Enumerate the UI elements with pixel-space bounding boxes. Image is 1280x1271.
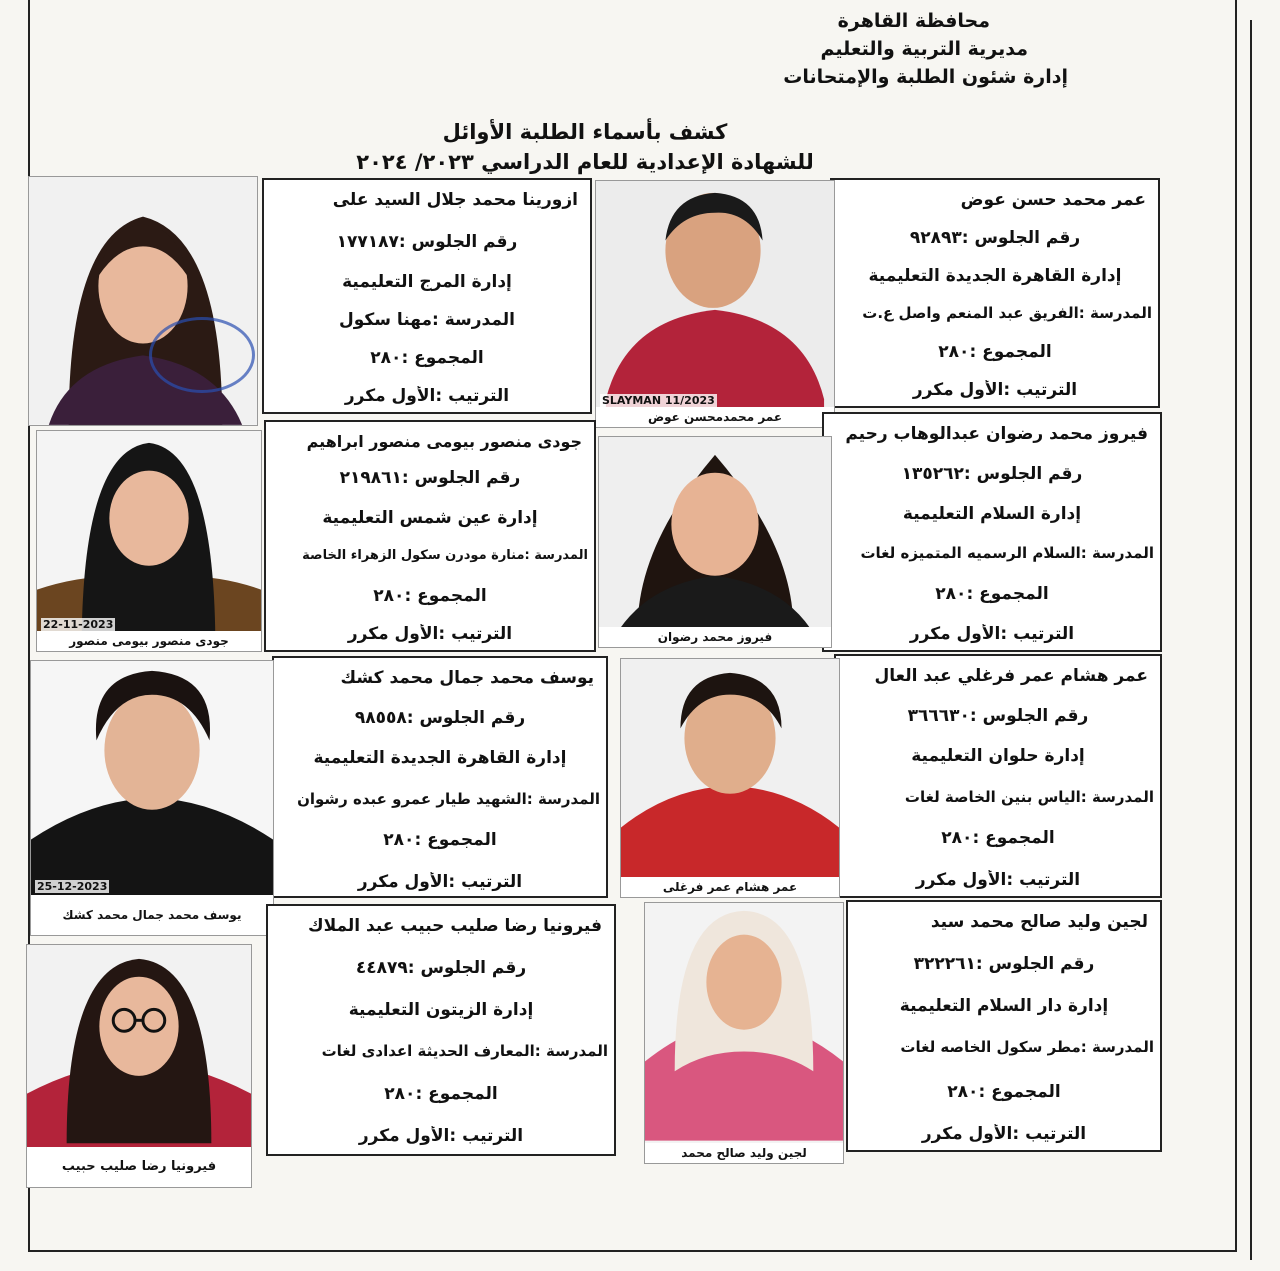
rank-line: الترتيب :الأول مكرر [915, 870, 1081, 890]
school-line: المدرسة :السلام الرسميه المتميزه لغات [860, 544, 1154, 562]
total-line: المجموع :٢٨٠ [947, 1082, 1061, 1102]
student-name: ازورينا محمد جلال السيد على [332, 190, 578, 210]
rank-line: الترتيب :الأول مكرر [344, 386, 510, 406]
school-line: المدرسة :الشهيد طيار عمرو عبده رشوان [297, 790, 600, 808]
rank-line: الترتيب :الأول مكرر [921, 1124, 1087, 1144]
seat-number: ٢١٩٨٦١ [339, 468, 402, 488]
photo-caption: يوسف محمد جمال محمد كشك [31, 895, 273, 935]
student-name: فيرونيا رضا صليب حبيب عبد الملاك [307, 916, 602, 936]
admin-name: إدارة السلام التعليمية [902, 504, 1082, 524]
photo-caption: فيروز محمد رضوان [599, 627, 831, 647]
seat-number-line: رقم الجلوس :٢١٩٨٦١ [339, 468, 521, 488]
total-line: المجموع :٢٨٠ [384, 1084, 498, 1104]
rank-line: الترتيب :الأول مكرر [358, 1126, 524, 1146]
student-photo [595, 180, 835, 428]
school-name: السلام الرسميه المتميزه لغات [860, 544, 1081, 562]
student-card [822, 412, 1162, 652]
seat-number: ٤٤٨٧٩ [355, 958, 408, 978]
total-score: ٢٨٠ [947, 1082, 979, 1102]
total-score: ٢٨٠ [938, 342, 970, 362]
photo-caption: عمر هشام عمر فرغلى [621, 877, 839, 897]
student-card [266, 904, 616, 1156]
rank-value: الأول مكرر [921, 1124, 1013, 1144]
seat-number-line: رقم الجلوس :٣٢٢٢٦١ [913, 954, 1095, 974]
admin-name: إدارة عين شمس التعليمية [322, 508, 538, 528]
student-name: لجين وليد صالح محمد سيد [930, 912, 1148, 932]
student-card [272, 656, 608, 898]
rank-value: الأول مكرر [357, 872, 449, 892]
total-score: ٢٨٠ [370, 348, 402, 368]
seat-number-line: رقم الجلوس :٤٤٨٧٩ [355, 958, 527, 978]
student-card [846, 900, 1162, 1152]
school-name: منارة مودرن سكول الزهراء الخاصة [302, 548, 525, 563]
rank-value: الأول مكرر [347, 624, 439, 644]
school-line: المدرسة :مهنا سكول [339, 310, 515, 330]
total-score: ٢٨٠ [935, 584, 967, 604]
rank-line: الترتيب :الأول مكرر [912, 380, 1078, 400]
document-title: كشف بأسماء الطلبة الأوائل [442, 120, 728, 144]
student-portrait-image [599, 437, 831, 647]
rank-value: الأول مكرر [344, 386, 436, 406]
student-photo [598, 436, 832, 648]
rank-value: الأول مكرر [912, 380, 1004, 400]
admin-name: إدارة المرج التعليمية [342, 272, 512, 292]
rank-value: الأول مكرر [915, 870, 1007, 890]
rank-value: الأول مكرر [909, 624, 1001, 644]
student-photo [644, 902, 844, 1164]
document-subtitle: للشهادة الإعدادية للعام الدراسي ٢٠٢٣/ ٢٠٢٤ [356, 150, 814, 174]
school-name: الشهيد طيار عمرو عبده رشوان [297, 790, 527, 808]
total-line: المجموع :٢٨٠ [383, 830, 497, 850]
total-score: ٢٨٠ [941, 828, 973, 848]
seat-number: ٩٢٨٩٣ [909, 228, 962, 248]
photo-caption: عمر محمدمحسن عوض [596, 407, 834, 427]
rank-line: الترتيب :الأول مكرر [357, 872, 523, 892]
seat-number-line: رقم الجلوس :٩٨٥٥٨ [354, 708, 526, 728]
seat-number: ١٧٧١٨٧ [336, 232, 399, 252]
seat-number: ٣٢٢٢٦١ [913, 954, 976, 974]
school-name: الفريق عبد المنعم واصل ع.ت [862, 304, 1079, 322]
school-line: المدرسة :المعارف الحديثة اعدادى لغات [321, 1042, 608, 1060]
total-line: المجموع :٢٨٠ [941, 828, 1055, 848]
photo-date: SLAYMAN 11/2023 [602, 394, 715, 407]
school-name: مهنا سكول [339, 310, 433, 330]
department-heading: إدارة شئون الطلبة والإمتحانات [783, 66, 1068, 88]
school-name: مطر سكول الخاصه لغات [900, 1038, 1081, 1056]
total-line: المجموع :٢٨٠ [370, 348, 484, 368]
school-line: المدرسة :الياس بنين الخاصة لغات [904, 788, 1154, 806]
total-line: المجموع :٢٨٠ [373, 586, 487, 606]
seat-number-line: رقم الجلوس :٣٦٦٦٣٠ [907, 706, 1089, 726]
school-name: الياس بنين الخاصة لغات [904, 788, 1081, 806]
seat-number-line: رقم الجلوس :١٣٥٢٦٢ [901, 464, 1083, 484]
photo-date: 25-12-2023 [37, 880, 108, 893]
photo-caption: فيرونيا رضا صليب حبيب [27, 1147, 251, 1187]
seat-number: ١٣٥٢٦٢ [901, 464, 964, 484]
photo-caption: جودى منصور بيومى منصور [37, 631, 261, 651]
admin-name: إدارة القاهرة الجديدة التعليمية [868, 266, 1122, 286]
total-score: ٢٨٠ [373, 586, 405, 606]
total-score: ٢٨٠ [384, 1084, 416, 1104]
total-line: المجموع :٢٨٠ [935, 584, 1049, 604]
student-name: جودى منصور بيومى منصور ابراهيم [306, 432, 582, 451]
seat-number: ٩٨٥٥٨ [354, 708, 407, 728]
student-name: فيروز محمد رضوان عبدالوهاب رحيم [845, 424, 1148, 444]
total-score: ٢٨٠ [383, 830, 415, 850]
student-name: عمر محمد حسن عوض [960, 190, 1146, 210]
student-card [264, 420, 596, 652]
student-portrait-image [596, 181, 834, 427]
student-name: يوسف محمد جمال محمد كشك [340, 668, 594, 688]
student-card [830, 178, 1160, 408]
student-portrait-image [645, 903, 843, 1162]
page-edge-line [1250, 20, 1252, 1260]
student-card [262, 178, 592, 414]
photo-date: 22-11-2023 [43, 618, 114, 631]
student-name: عمر هشام عمر فرغلي عبد العال [874, 666, 1148, 686]
school-line: المدرسة :منارة مودرن سكول الزهراء الخاصة [302, 548, 588, 563]
student-card [834, 654, 1162, 898]
student-photo [30, 660, 274, 936]
admin-name: إدارة الزيتون التعليمية [348, 1000, 534, 1020]
school-line: المدرسة :مطر سكول الخاصه لغات [900, 1038, 1154, 1056]
school-line: المدرسة :الفريق عبد المنعم واصل ع.ت [862, 304, 1152, 322]
rank-line: الترتيب :الأول مكرر [909, 624, 1075, 644]
student-portrait-image [621, 659, 839, 897]
school-name: المعارف الحديثة اعدادى لغات [321, 1042, 535, 1060]
seat-number-line: رقم الجلوس :١٧٧١٨٧ [336, 232, 518, 252]
photo-caption: لجين وليد صالح محمد [645, 1143, 843, 1163]
student-photo [620, 658, 840, 898]
rank-value: الأول مكرر [358, 1126, 450, 1146]
ink-stamp [149, 317, 255, 393]
seat-number: ٣٦٦٦٣٠ [907, 706, 970, 726]
seat-number-line: رقم الجلوس :٩٢٨٩٣ [909, 228, 1081, 248]
student-photo [28, 176, 258, 426]
total-line: المجموع :٢٨٠ [938, 342, 1052, 362]
student-photo [26, 944, 252, 1188]
governorate-heading: محافظة القاهرة [837, 10, 990, 32]
admin-name: إدارة حلوان التعليمية [911, 746, 1085, 766]
rank-line: الترتيب :الأول مكرر [347, 624, 513, 644]
admin-name: إدارة دار السلام التعليمية [899, 996, 1109, 1016]
student-photo [36, 430, 262, 652]
student-portrait-image [31, 661, 273, 935]
admin-name: إدارة القاهرة الجديدة التعليمية [313, 748, 567, 768]
directorate-heading: مديرية التربية والتعليم [820, 38, 1028, 60]
